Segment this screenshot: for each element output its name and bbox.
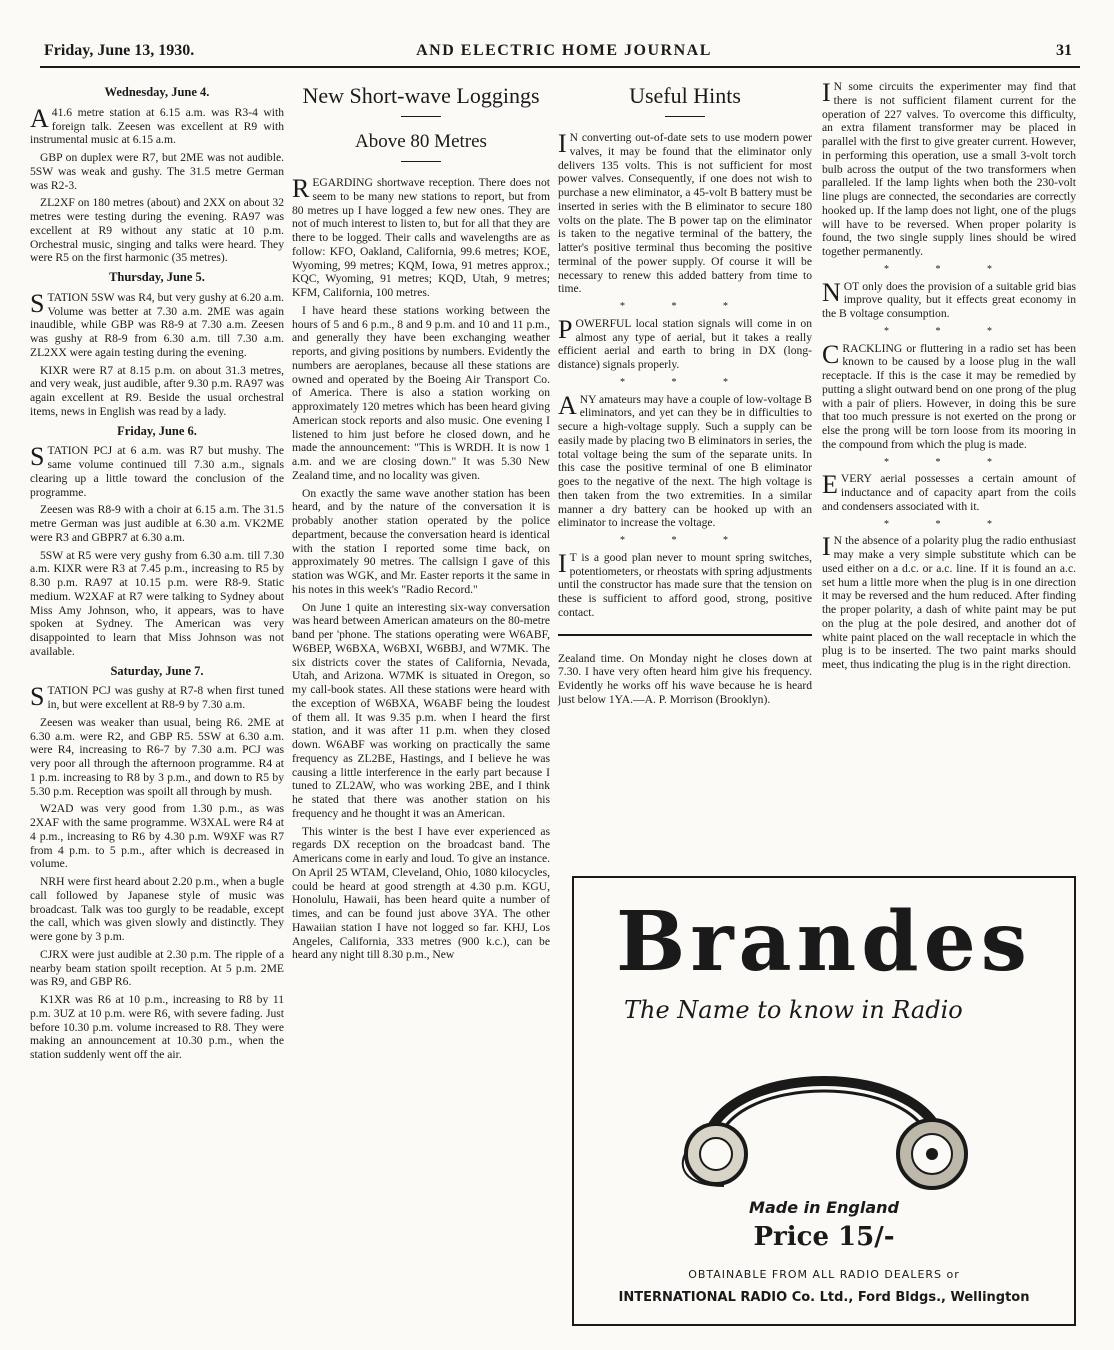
hint-paragraph: POWERFUL local station signals will come in on almost any type of aerial, but it takes a really efficient aerial and earth to bring in DX (long-distance) signals properly. (558, 314, 812, 371)
article-paragraph: This winter is the best I have ever experienced as regards DX reception on the broadcast band. The Americans come in early and loud. To give an instance. On April 25 WTAM, Cleveland, Ohio, 1080 kilocycles, could be heard at good strength at 4.30 p.m. KGU, Honolulu, Hawaii, has been heard quite a number of times, and can be found just above 3YA. The other Hawaiian station I have not logged so far. KHJ, Los Angeles, California, 333 metres (900 k.c.), can be heard any night till 8.30 p.m., New (292, 824, 550, 962)
subtitle-rule (401, 161, 441, 162)
section-stars: * * * (884, 518, 1014, 530)
drop-cap: E (822, 470, 838, 500)
drop-cap: R (292, 174, 310, 203)
article-paragraph: On June 1 quite an interesting six-way conversation was heard between American amateurs on the 80-metre band per 'phone. The stations operating were W6ABF, W6BEP, W6BXA, W6BXI, W6BBJ, and W7MK. The six districts cover the states of California, Nevada, Utah, and Arizona. W7MK is situated in Oregon, so my call-book states. All these stations were heard with the exception of W6BXA, W6ABF being the loudest of them all. It was 9.35 p.m. when I heard the first station, and it was after 11 p.m. when they closed down. W6ABF was working on practically the same frequency as ZL2BE, Hastings, and I believe he was causing a little interference in the early part because I tuned to ZL2AW, who was working 2BE, and I think he stated that there was another station on his frequency and he thought it was an American. (292, 600, 550, 820)
column-daily-log (30, 80, 284, 1340)
drop-cap: S (30, 442, 45, 472)
section-stars: * * * (884, 325, 1014, 337)
ad-obtainable: OBTAINABLE FROM ALL RADIO DEALERS or (688, 1268, 960, 1281)
ad-company: INTERNATIONAL RADIO Co. Ltd., Ford Bldgs., Wellington (618, 1290, 1030, 1305)
drop-cap: A (30, 103, 49, 133)
ad-brand-name: Brandes (616, 894, 1032, 990)
hint-paragraph: CRACKLING or fluttering in a radio set has been known to be caused by a loose plug in the wall receptacle. If this is the case it may be remedied by putting a slight outward bend on one prong of the plug with a pair of pliers. However, in doing this be sure that too much pressure is not exerted on the prong or else the prong will be torn loose from its mooring in the compound from which the plug is made. (822, 339, 1076, 451)
log-paragraph: STATION 5SW was R4, but very gushy at 6.20 a.m. Volume was better at 7.30 a.m. 2ME was again inaudible, while GBP was R8-9 at 7.30 a.m. Zeesen was gushy at R8-9 from 6.30 a.m. till 7.30 a.m. ZL2XX were again testing during the evening. (30, 288, 284, 359)
log-paragraph: A 41.6 metre station at 6.15 a.m. was R3-4 with foreign talk. Zeesen was excellent at R9 with instrumental music at 6.15 a.m. (30, 103, 284, 147)
log-paragraph: Zeesen was R8-9 with a choir at 6.15 a.m. The 31.5 metre German was just audible at 6.30 a.m. VK2ME were R3 and GBPR7 at 6.30 a.m. (30, 503, 284, 544)
column-shortwave-article (292, 80, 550, 1340)
article-paragraph: On exactly the same wave another station has been heard, and by the nature of the conversation it is probably another station operated by the police department, because the conversation heard is identical with the station I reported some time back, on approximately 90 metres. The callsign I gave of this station was WGK, and Mr. Easter reports it the same in his notes in this week's "Radio Record." (292, 486, 550, 596)
log-paragraph: 5SW at R5 were very gushy from 6.30 a.m. till 7.30 a.m. KIXR were R3 at 7.45 p.m., increasing to R5 by 8.30 p.m. RA97 at 10.15 p.m. were R8-9. Static medium. W2XAF at R7 were talking to Sydney about Miss Amy Johnson, who, it appears, was to have spoken at Sydney. The American was very disappointed to learn that Miss Johnson was not available. (30, 548, 284, 658)
masthead-rule (40, 66, 1080, 68)
hint-paragraph: I N converting out-of-date sets to use modern power valves, it may be found that the eliminator only delivers 135 volts. This is not sufficient for most power valves. Consequently, if one does not wish to purchase a new eliminator, a 45-volt B battery must be inserted in series with the B eliminator to secure 180 volts on the plate. The B power tap on the eliminator is taken to the negative terminal of the battery, the latter's positive terminal thus becoming the positive terminal of the power supply. Of course it will be necessary to renew this added battery from time to time. (558, 129, 812, 296)
section-stars: * * * (620, 301, 750, 312)
drop-cap: I (822, 532, 831, 562)
hint-paragraph: I N some circuits the experimenter may find that there is not sufficient filament current for the operation of 227 valves. To overcome this difficulty, an extra filament transformer may be placed in parallel with the first to give greater current. However, in performing this operation, use a small 3-volt torch bulb across the output of the two transformers when paralleled. If the lamp lights when both the 230-volt line plugs are connected, the secondaries are correctly hooked up. If the lamp does not light, one of the plugs will have to be reversed. When proper polarity is found, the two single supply lines should be wired together permanently. (822, 80, 1076, 258)
headphones-illustration (664, 1036, 984, 1196)
heading-wednesday: Wednesday, June 4. (104, 85, 210, 99)
log-paragraph: CJRX were just audible at 2.30 p.m. The ripple of a nearby beam station spoilt reception. At 5 p.m. 2ME was R9, and GBP R6. (30, 947, 284, 989)
heading-thursday: Thursday, June 5. (109, 270, 205, 284)
issue-date: Friday, June 13, 1930. (44, 42, 195, 59)
section-stars: * * * (884, 456, 1014, 468)
drop-cap: I (558, 129, 567, 158)
column-useful-hints (558, 80, 812, 960)
log-paragraph: KIXR were R7 at 8.15 p.m. on about 31.3 metres, and very weak, just audible, after 9.30 p.m. RA97 was again excellent at R9. Beside the usual orchestral items, news in English was read by a lady. (30, 363, 284, 418)
heading-saturday: Saturday, June 7. (110, 663, 204, 678)
drop-cap: N (822, 277, 841, 307)
ad-slogan: The Name to know in Radio (624, 996, 963, 1024)
drop-cap: P (558, 314, 573, 344)
article-continuation: Zealand time. On Monday night he closes down at 7.30. I have very often heard him give his frequency. Evidently he works off his wave because he is heard just below 1YA.—A. P. Morrison (Brooklyn). (558, 651, 812, 706)
section-stars: * * * (884, 263, 1014, 275)
article-title: New Short-wave Loggings (302, 83, 540, 108)
journal-title: AND ELECTRIC HOME JOURNAL (416, 42, 712, 59)
drop-cap: C (822, 339, 840, 369)
article-paragraph: I have heard these stations working between the hours of 5 and 6 p.m., 8 and 9 p.m. and 10 and 11 p.m., and generally they have been exchanging weather reports, and giving positions by numbers. Evidently the numbers are aeroplanes, because all these stations are owned and operated by the Boeing Air Transport Co. of America. There is also a station working on approximately 120 metres which has been heard giving American stock reports and also music. One evening I listened to him just before he closed down, and he made the announcement: "This is WRDH. It is now 1 a.m. and we are closing down." It was 5.30 New Zealand time, and no locality was given. (292, 303, 550, 482)
log-paragraph: W2AD was very good from 1.30 p.m., as was 2XAF with the same programme. W3XAL were R4 at 4 p.m., increasing to R6 by 4.30 p.m. W9XF was R7 from 4 p.m. to 5 p.m., after which is decreased in volume. (30, 802, 284, 871)
title-rule (401, 116, 441, 117)
drop-cap: S (30, 288, 45, 318)
ad-price: Price 15/- (753, 1222, 895, 1252)
log-paragraph: Zeesen was weaker than usual, being R6. 2ME at 6.30 a.m. were R2, and GBP R5. 5SW at 6.30 a.m. were R4, increasing to R6-7 by 7.30 a.m. PCJ was very poor all through the afternoon programme. R4 at 1 p.m. increasing to R8 by 3 p.m., and down to R5 by 5.30 p.m. Reception was spoilt all through by mush. (30, 715, 284, 798)
section-stars: * * * (620, 535, 750, 546)
log-paragraph: STATION PCJ was gushy at R7-8 when first tuned in, but were excellent at R8-9 by 7.30 a.m. (30, 682, 284, 712)
column-more-hints (822, 80, 1076, 870)
hints-title: Useful Hints (629, 83, 741, 108)
log-paragraph: STATION PCJ at 6 a.m. was R7 but mushy. The same volume continued till 7.30 a.m., signals clearing up a little toward the conclusion of the programme. (30, 442, 284, 499)
section-stars: * * * (620, 376, 750, 388)
article-paragraph: REGARDING shortwave reception. There does not seem to be many new stations to report, but from 80 metres up I have logged a few new ones. They are not of much interest to listen to, but for all that they are there to be logged. Their calls and wavelengths are as follow: KFO, Oakland, California, 99.6 metres; KOE, Wyoming, 99 metres; KQM, Iowa, 91 metres approx.; KQC, Wyoming, 91 metres; KQD, Utah, 9 metres; KFM, California, 100 metres. (292, 174, 550, 299)
ad-made-in: Made in England (749, 1198, 899, 1217)
article-subtitle: Above 80 Metres (355, 131, 487, 152)
heading-friday: Friday, June 6. (117, 423, 197, 438)
drop-cap: A (558, 390, 577, 420)
section-divider (558, 634, 812, 636)
drop-cap: I (822, 80, 831, 107)
hint-paragraph: EVERY aerial possesses a certain amount of inductance and of capacity apart from the coils and condensers associated with it. (822, 470, 1076, 513)
hint-paragraph: I T is a good plan never to mount spring switches, potentiometers, or rheostats with spring adjustments until the constructor has made sure that the tension on these is sufficient to afford good, strong, positive contact. (558, 548, 812, 619)
hint-paragraph: NOT only does the provision of a suitable grid bias improve quality, but it effects great economy in the B voltage consumption. (822, 277, 1076, 320)
drop-cap: S (30, 682, 45, 712)
brandes-advertisement (572, 876, 1076, 1326)
log-paragraph: GBP on duplex were R7, but 2ME was not audible. 5SW was weak and gushy. The 31.5 metre German was R2-3. (30, 151, 284, 192)
drop-cap: I (558, 548, 567, 578)
log-paragraph: NRH were first heard about 2.20 p.m., when a bugle call followed by Japanese style of music was broadcast. Talk was too gurgly to be readable, except the call, which was given slowly and distinctly. They were gone by 3 p.m. (30, 875, 284, 943)
log-paragraph: ZL2XF on 180 metres (about) and 2XX on about 32 metres were testing during the evening. RA97 was excellent at R9 without any static at 10 p.m. Orchestral music, singing and talks were heard. They were R5 on the first harmonic (35 metres). (30, 196, 284, 265)
hints-title-rule (665, 116, 705, 117)
log-paragraph: K1XR was R6 at 10 p.m., increasing to R8 by 11 p.m. 3UZ at 10 p.m. were R6, with severe fading. Just before 10.30 p.m. volume increased to R8. They were making an announcement at 10.30 p.m., when the station suddenly went off the air. (30, 993, 284, 1061)
hint-paragraph: ANY amateurs may have a couple of low-voltage B eliminators, and yet can they be in difficulties to secure a high-voltage supply. Such a supply can be easily made by placing two B eliminators in series, the total voltage being the sum of the separate units. In this case the positive terminal of one B eliminator goes to the negative of the next. The high voltage is then taken from the two extremities. In a similar manner a dry battery can be hooked up with an eliminator to increase the voltage. (558, 390, 812, 530)
page-number: 31 (1056, 42, 1072, 59)
masthead (44, 42, 1084, 68)
hint-paragraph: I N the absence of a polarity plug the radio enthusiast may make a very simple substitute which can be used either on a d.c. or a.c. line. If it is found an a.c. set hum a little more when the plug is in one direction it may be reversed and the hum reduced. After finding the proper polarity, a dash of white paint may be put on the plug at the pole desired, and another dot of white paint placed on the wall receptacle in which the plug is to be inserted. The two paint marks should meet, thus indicating the plug is in the right direction. (822, 532, 1076, 671)
